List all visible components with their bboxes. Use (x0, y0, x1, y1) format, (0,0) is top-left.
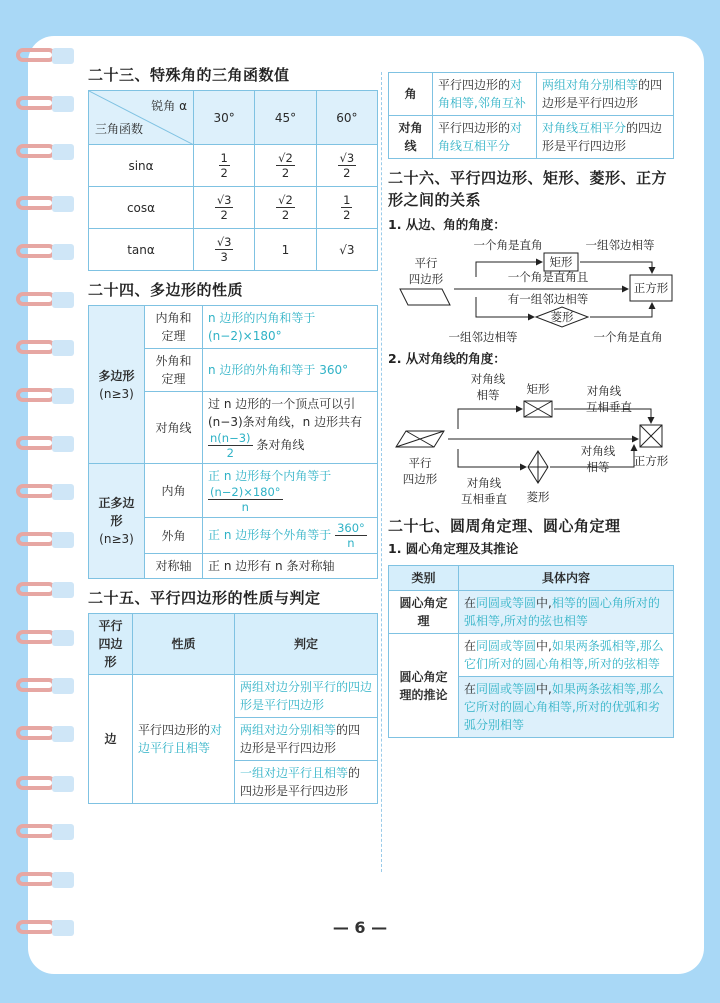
angle-judgement-b: 的四边形是平行四边形 (542, 78, 663, 110)
ring-tab (52, 48, 74, 64)
trig-numerator: 1 (343, 193, 351, 207)
trig-numerator: √3 (216, 193, 232, 207)
r1-b: 同圆或等圆 (476, 596, 537, 610)
d1-rhombus: 菱形 (550, 310, 574, 324)
trig-denominator: 2 (281, 208, 290, 222)
arrow-rhombus-to-square (590, 303, 652, 317)
trig-value: √3 (316, 229, 377, 271)
ring-tab (52, 340, 74, 356)
d2-para-diagonal (406, 431, 434, 447)
ring-tab (52, 436, 74, 452)
trig-value (255, 187, 316, 229)
angle-header: 45° (255, 91, 316, 145)
regular-exterior-text (203, 518, 378, 554)
diagonal-text-1: 过 n 边形的一个顶点可以引(n−3)条对角线，n 边形共有 (208, 397, 363, 429)
parallelogram-table-side (88, 613, 378, 804)
trig-numerator: √2 (278, 151, 293, 165)
left-column (88, 64, 378, 804)
parallelogram-shape (400, 289, 450, 305)
spiral-ring (16, 244, 74, 260)
d2-square: 正方形 (633, 454, 669, 468)
side-label: 边 (89, 675, 133, 804)
trig-value (194, 145, 255, 187)
ring-loop (16, 48, 56, 62)
exterior-sum-text: n 边形的外角和等于 360° (203, 349, 378, 392)
polygon-label: 多边形 (98, 368, 135, 383)
d1-adjacent-bottom: 一组邻边相等 (448, 330, 518, 344)
spiral-ring (16, 96, 74, 112)
r2b-2: 同圆或等圆 (476, 682, 537, 696)
angle-property-2: 对角相等,邻角互补 (438, 78, 526, 110)
ring-tab (52, 484, 74, 500)
corollary-label: 圆心角定理的推论 (389, 634, 459, 738)
regular-exterior-label: 外角 (145, 518, 203, 554)
d2-rect: 矩形 (526, 382, 550, 396)
d1-rect: 矩形 (549, 255, 573, 269)
parallelogram-table-continued (388, 72, 674, 159)
d2-bis-1: 对角线 (586, 384, 622, 398)
angle-label: 角 (389, 73, 433, 116)
trig-value: 1 (255, 229, 316, 271)
d2-eqb-2: 相等 (586, 460, 610, 474)
r2b-1: 在 (464, 682, 477, 696)
spiral-ring (16, 436, 74, 452)
spiral-ring (16, 776, 74, 792)
side-judgement-2 (235, 718, 378, 761)
trig-numerator: √2 (278, 193, 293, 207)
diagonal-text (203, 392, 378, 464)
subsection-26-1: 1. 从边、角的角度： (388, 217, 506, 232)
ring-loop (16, 726, 56, 740)
diagonal-fraction-top: n(n−3) (210, 431, 251, 445)
diagonal-row-label: 对角线 (389, 116, 433, 159)
diagonal-judgement-b: 的四边形是平行四边形 (542, 121, 663, 153)
ring-tab (52, 678, 74, 694)
trig-fraction (215, 235, 234, 264)
d1-para-2: 四边形 (408, 272, 444, 286)
d2-eqb-1: 对角线 (580, 444, 616, 458)
side-judgement-2b: 的四边形是平行四边形 (240, 723, 361, 755)
trig-fraction (219, 151, 230, 180)
r2a-3: 中, (536, 639, 552, 653)
regular-exterior-words: 正 n 边形每个外角等于 (208, 528, 332, 542)
side-judgement-3b: 的四边形是平行四边形 (240, 766, 361, 798)
diagram-diagonals (388, 369, 674, 511)
header-content: 具体内容 (459, 566, 674, 591)
spiral-ring (16, 872, 74, 888)
diagonal-fraction (208, 431, 253, 460)
spiral-ring (16, 532, 74, 548)
side-judgement-1: 两组对边分别平行的四边形是平行四边形 (235, 675, 378, 718)
diagonal-label: 对角线 (145, 392, 203, 464)
header-judgement: 判定 (235, 614, 378, 675)
trig-function-label: sinα (89, 145, 194, 187)
trig-fraction (276, 151, 295, 180)
side-judgement-3a: 一组对边平行且相等 (240, 766, 349, 780)
section-23-title: 二十三、特殊角的三角函数值 (88, 66, 290, 84)
ring-loop (16, 872, 56, 886)
right-column (388, 72, 674, 738)
ring-tab (52, 532, 74, 548)
polygon-label-cell (89, 306, 145, 464)
spiral-ring (16, 388, 74, 404)
d1-square: 正方形 (633, 281, 669, 295)
trig-fraction (276, 193, 295, 222)
regular-interior-label: 内角 (145, 464, 203, 518)
corner-top-label: 锐角 α (151, 99, 187, 113)
ring-tab (52, 872, 74, 888)
regular-exterior-bottom: n (347, 536, 355, 550)
diagonal-judgement-a: 对角线互相平分 (542, 121, 627, 135)
trig-fraction (341, 193, 352, 222)
d2-perp-1: 对角线 (466, 476, 502, 490)
ring-loop (16, 532, 56, 546)
ring-tab (52, 388, 74, 404)
regular-interior-words: 正 n 边形每个内角等于 (208, 469, 332, 483)
ring-tab (52, 726, 74, 742)
angle-judgement-a: 两组对角分别相等 (542, 78, 639, 92)
angle-property-1: 平行四边形的 (438, 78, 511, 92)
spiral-ring (16, 630, 74, 646)
trig-row (89, 229, 378, 271)
ring-tab (52, 630, 74, 646)
spiral-ring (16, 726, 74, 742)
d1-adjacent-top: 一组邻边相等 (585, 238, 655, 252)
trig-denominator: 2 (343, 166, 351, 180)
r2b-3: 中, (536, 682, 552, 696)
polygon-table (88, 305, 378, 579)
ring-loop (16, 144, 56, 158)
spiral-ring (16, 292, 74, 308)
regular-polygon-condition: (n≥3) (99, 532, 134, 546)
angle-judgement (537, 73, 674, 116)
trig-value (316, 145, 377, 187)
trig-denominator: 2 (220, 166, 228, 180)
trig-denominator: 2 (343, 208, 351, 222)
ring-loop (16, 96, 56, 110)
d1-right-angle-top: 一个角是直角 (473, 238, 543, 252)
d2-arrow-to-rhombus (458, 449, 526, 467)
subsection-27-1: 1. 圆心角定理及其推论 (388, 541, 519, 556)
side-property-2: 对边平行且相等 (138, 723, 223, 755)
ring-loop (16, 582, 56, 596)
ring-tab (52, 196, 74, 212)
ring-loop (16, 776, 56, 790)
diagonal-text-2: 条对角线 (256, 438, 305, 452)
corollary-text-1 (459, 634, 674, 677)
trig-numerator: 1 (220, 151, 228, 165)
interior-sum-label: 内角和定理 (145, 306, 203, 349)
ring-loop (16, 292, 56, 306)
regular-polygon-label-cell (89, 464, 145, 579)
spiral-ring (16, 484, 74, 500)
corollary-text-2 (459, 677, 674, 738)
trig-value (255, 145, 316, 187)
trig-corner-cell (89, 91, 194, 145)
r1-d: 相等的圆心角所对的弧相等,所对的弦也相等 (464, 596, 660, 628)
regular-exterior-fraction (335, 521, 367, 550)
ring-loop (16, 436, 56, 450)
trig-row (89, 145, 378, 187)
exterior-sum-label: 外角和定理 (145, 349, 203, 392)
trig-numerator: √3 (339, 151, 355, 165)
ring-loop (16, 678, 56, 692)
regular-exterior-top: 360° (337, 521, 365, 535)
section-27-title: 二十七、圆周角定理、圆心角定理 (388, 517, 621, 535)
regular-interior-top: (n−2)×180° (210, 485, 281, 499)
arrow-rect-to-square (580, 262, 652, 273)
section-24-title: 二十四、多边形的性质 (88, 281, 244, 299)
ring-loop (16, 196, 56, 210)
regular-polygon-label: 正多边形 (98, 496, 135, 528)
spiral-ring (16, 340, 74, 356)
circle-angle-table (388, 565, 674, 738)
trig-value (194, 229, 255, 271)
side-property (133, 675, 235, 804)
interior-sum-text: n 边形的内角和等于(n−2)×180° (203, 306, 378, 349)
ring-tab (52, 144, 74, 160)
ring-tab (52, 292, 74, 308)
ring-tab (52, 776, 74, 792)
r2a-2: 同圆或等圆 (476, 639, 537, 653)
symmetry-axis-text: 正 n 边形有 n 条对称轴 (203, 554, 378, 579)
spiral-ring (16, 48, 74, 64)
d2-arrow-to-rect (458, 409, 522, 429)
central-angle-theorem-label: 圆心角定理 (389, 591, 459, 634)
ring-loop (16, 244, 56, 258)
ring-loop (16, 388, 56, 402)
d1-mid-2: 有一组邻边相等 (507, 292, 589, 306)
d2-bis-2: 互相垂直 (586, 400, 632, 414)
d1-para-1: 平行 (414, 256, 438, 270)
diagonal-judgement (537, 116, 674, 159)
ring-loop (16, 630, 56, 644)
d2-para-1: 平行 (408, 456, 432, 470)
ring-loop (16, 484, 56, 498)
trig-numerator: √3 (216, 235, 232, 249)
regular-interior-text (203, 464, 378, 518)
section-25-title: 二十五、平行四边形的性质与判定 (88, 589, 321, 607)
spiral-ring (16, 582, 74, 598)
diagonal-property (433, 116, 537, 159)
ring-tab (52, 96, 74, 112)
trig-fraction (215, 193, 234, 222)
polygon-condition: (n≥3) (99, 386, 134, 401)
regular-interior-bottom: n (241, 500, 249, 514)
d2-para-2: 四边形 (402, 472, 438, 486)
header-property: 性质 (133, 614, 235, 675)
header-kind: 类别 (389, 566, 459, 591)
trig-denominator: 3 (220, 250, 228, 264)
r1-a: 在 (464, 596, 477, 610)
spiral-ring (16, 144, 74, 160)
r2a-4: 如果两条弧相等,那么它们所对的圆心角相等,所对的弦相等 (464, 639, 664, 671)
corner-bottom-label: 三角函数 (95, 122, 144, 136)
r1-c: 中, (536, 596, 552, 610)
trig-denominator: 2 (220, 208, 228, 222)
ring-tab (52, 582, 74, 598)
angle-header: 60° (316, 91, 377, 145)
ring-loop (16, 340, 56, 354)
spiral-ring (16, 678, 74, 694)
trig-function-label: tanα (89, 229, 194, 271)
d2-eq-1: 对角线 (470, 372, 506, 386)
r2b-4: 如果两条弦相等,那么它所对的圆心角相等,所对的优弧和劣弧分别相等 (464, 682, 664, 732)
side-judgement-3 (235, 761, 378, 804)
trig-value (316, 187, 377, 229)
r2a-1: 在 (464, 639, 477, 653)
diagonal-property-1: 平行四边形的 (438, 121, 511, 135)
ring-tab (52, 244, 74, 260)
angle-property (433, 73, 537, 116)
central-angle-theorem-text (459, 591, 674, 634)
header-kind: 平行四边形 (89, 614, 133, 675)
regular-interior-fraction (208, 485, 283, 514)
trig-denominator: 2 (281, 166, 290, 180)
d2-eq-2: 相等 (476, 388, 500, 402)
trig-function-label: cosα (89, 187, 194, 229)
diagonal-fraction-bottom: 2 (226, 446, 234, 460)
angle-header: 30° (194, 91, 255, 145)
trig-fraction (338, 151, 357, 180)
ring-tab (52, 824, 74, 840)
d2-rhombus: 菱形 (526, 490, 550, 504)
column-divider (381, 72, 382, 872)
side-property-1: 平行四边形的 (138, 723, 211, 737)
spiral-ring (16, 824, 74, 840)
subsection-26-2: 2. 从对角线的角度： (388, 351, 506, 366)
trig-table (88, 90, 378, 271)
diagram-side-angle (388, 235, 674, 347)
d1-mid-1: 一个角是直角且 (507, 270, 589, 284)
symmetry-axis-label: 对称轴 (145, 554, 203, 579)
diagonal-property-2: 对角线互相平分 (438, 121, 523, 153)
ring-loop (16, 824, 56, 838)
side-judgement-2a: 两组对边分别相等 (240, 723, 337, 737)
page-number: — 6 — (332, 918, 388, 937)
spiral-ring (16, 196, 74, 212)
trig-row (89, 187, 378, 229)
d1-right-angle-bottom: 一个角是直角 (593, 330, 663, 344)
d2-perp-2: 互相垂直 (461, 492, 507, 506)
trig-value (194, 187, 255, 229)
section-26-title: 二十六、平行四边形、矩形、菱形、正方形之间的关系 (388, 169, 668, 209)
